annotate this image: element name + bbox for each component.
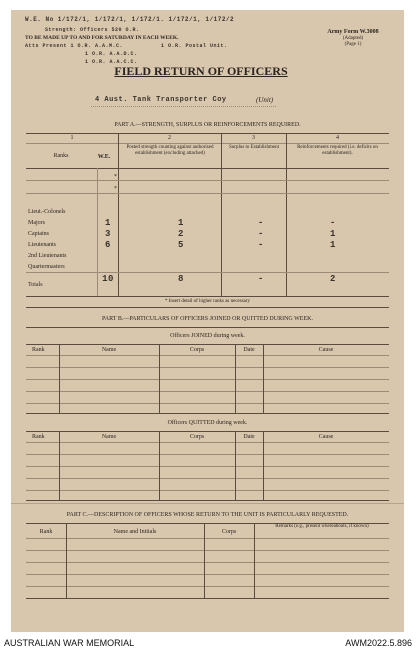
totals-rule: [26, 272, 389, 273]
row-rule: [26, 538, 389, 539]
row-rule: [26, 454, 389, 455]
header-reinforcements: Reinforcements required (i.e. deficits on establishment).: [297, 145, 378, 156]
star-row-1: *: [114, 174, 117, 180]
quitted-table-top: [26, 431, 389, 432]
header-rule: [26, 168, 389, 169]
joined-col-cause: Cause: [318, 347, 334, 353]
typed-atts-line-d: 1 O.R. A.A.C.C.: [85, 59, 138, 65]
col-divider: [159, 344, 160, 413]
quitted-title: Officers QUITTED during week.: [167, 420, 248, 426]
joined-title: Officers JOINED during week.: [170, 333, 245, 339]
image-footer: [0, 633, 416, 653]
unit-label: (Unit): [256, 96, 274, 104]
row-rule: [26, 442, 389, 443]
col-divider: [235, 431, 236, 500]
posted-value: 2: [178, 229, 184, 239]
header-surplus: Surplus to Establishment: [229, 145, 279, 150]
joined-table-bottom: [26, 413, 389, 414]
c-col-corps: Corps: [221, 529, 237, 535]
quitted-col-rank: Rank: [32, 434, 45, 440]
col-divider: [254, 523, 255, 598]
surplus-value: -: [258, 229, 264, 239]
quitted-col-name: Name: [101, 434, 117, 440]
row-rule: [26, 403, 389, 404]
rank-label: Lieutenants: [28, 242, 56, 248]
row-rule: [26, 367, 389, 368]
row-rule: [26, 180, 389, 181]
col-divider: [263, 344, 264, 413]
instruction: TO BE MADE UP TO AND FOR SATURDAY IN EACH WEEK.: [25, 35, 179, 41]
row-rule: [26, 466, 389, 467]
footer-source: AUSTRALIAN WAR MEMORIAL: [4, 638, 135, 648]
typed-atts-line-a: Atts Present 1 O.R. A.A.M.C.: [25, 43, 124, 49]
unit-line: [91, 106, 276, 107]
reinf-value: 1: [330, 240, 336, 250]
rank-label: Quartermasters: [28, 264, 65, 270]
col-divider: [235, 344, 236, 413]
col-divider: [263, 431, 264, 500]
typed-atts-line-b: 1 O.R. Postal Unit.: [161, 43, 228, 49]
joined-col-name: Name: [101, 347, 117, 353]
row-rule: [26, 391, 389, 392]
we-value: 1: [105, 218, 111, 228]
part-a-heading: PART A.—STRENGTH, SURPLUS OR REINFORCEMENTS REQUIRED.: [114, 122, 301, 128]
col-num-3: 3: [252, 135, 255, 141]
typed-strength-line: Strength: Officers 520 O.R.: [45, 27, 140, 33]
quitted-col-date: Date: [243, 434, 255, 440]
c-col-name: Name and Initials: [113, 529, 157, 535]
joined-col-corps: Corps: [189, 347, 205, 353]
form-sheet: [11, 10, 404, 632]
col-num-1: 1: [70, 135, 74, 141]
surplus-value: -: [258, 240, 264, 250]
totals-surplus: -: [258, 274, 264, 284]
posted-value: 1: [178, 218, 184, 228]
unit-name: 4 Aust. Tank Transporter Coy: [95, 96, 227, 104]
part-b-heading: PART B.—PARTICULARS OF OFFICERS JOINED OR QUITTED DURING WEEK.: [102, 316, 313, 322]
form-title: FIELD RETURN OF OFFICERS: [114, 64, 288, 78]
part-b-top-rule: [26, 327, 389, 328]
header-posted: Posted strength counting against authorised establishment (excluding attached): [126, 145, 214, 156]
star-row-2: *: [114, 186, 117, 192]
header-we: W.E.: [97, 154, 111, 160]
totals-label: Totals: [28, 282, 43, 288]
totals-we: 10: [102, 274, 114, 284]
quitted-col-cause: Cause: [318, 434, 334, 440]
col-divider: [204, 523, 205, 598]
col-divider: [59, 344, 60, 413]
typed-atts-line-c: 1 O.R. A.A.D.C.: [85, 51, 138, 57]
surplus-value: -: [258, 218, 264, 228]
form-id: Army Form W.3008: [327, 29, 379, 35]
col-num-4: 4: [336, 135, 339, 141]
rank-label: Lieut.-Colonels: [28, 209, 66, 215]
col-divider: [59, 431, 60, 500]
row-rule: [26, 574, 389, 575]
row-rule: [26, 355, 389, 356]
we-value: 3: [105, 229, 111, 239]
posted-value: 5: [178, 240, 184, 250]
row-rule: [26, 490, 389, 491]
fold-line: [11, 503, 404, 504]
col-num-2: 2: [168, 135, 171, 141]
reinf-value: -: [330, 218, 336, 228]
row-rule: [26, 478, 389, 479]
typed-we-line: W.E. No 1/172/1, 1/172/1, 1/172/1. 1/172/1, 1/172/2: [25, 16, 235, 23]
part-c-bottom-rule: [26, 598, 389, 599]
col-divider: [66, 523, 67, 598]
c-col-rank: Rank: [39, 529, 53, 535]
joined-table-top: [26, 344, 389, 345]
row-rule: [26, 562, 389, 563]
joined-col-rank: Rank: [32, 347, 45, 353]
rank-label: 2nd Lieutenants: [28, 253, 67, 259]
part-a-footnote: * Insert detail of higher ranks as necessary: [164, 299, 251, 304]
form-adapted: (Adapted): [342, 36, 364, 41]
part-a-top-rule: [26, 133, 389, 134]
quitted-table-bottom: [26, 500, 389, 501]
form-page: (Page 1): [344, 42, 362, 47]
rank-label: Captains: [28, 231, 49, 237]
we-value: 6: [105, 240, 111, 250]
row-rule: [26, 586, 389, 587]
row-rule: [26, 379, 389, 380]
quitted-col-corps: Corps: [189, 434, 205, 440]
row-rule: [26, 550, 389, 551]
col-num-rule: [26, 143, 389, 144]
row-rule: [26, 193, 389, 194]
totals-reinf: 2: [330, 274, 336, 284]
col-divider: [159, 431, 160, 500]
part-a-end-rule: [26, 307, 389, 308]
rank-label: Majors: [28, 220, 45, 226]
joined-col-date: Date: [243, 347, 255, 353]
part-a-bottom-rule: [26, 296, 389, 297]
header-ranks: Ranks: [53, 153, 69, 159]
totals-posted: 8: [178, 274, 184, 284]
c-col-remarks: Remarks (e.g., present whereabouts, if known): [275, 524, 369, 529]
part-c-heading: PART C.—DESCRIPTION OF OFFICERS WHOSE RETURN TO THE UNIT IS PARTICULARLY REQUESTED.: [66, 512, 349, 518]
footer-accession: AWM2022.5.896: [345, 638, 412, 648]
reinf-value: 1: [330, 229, 336, 239]
